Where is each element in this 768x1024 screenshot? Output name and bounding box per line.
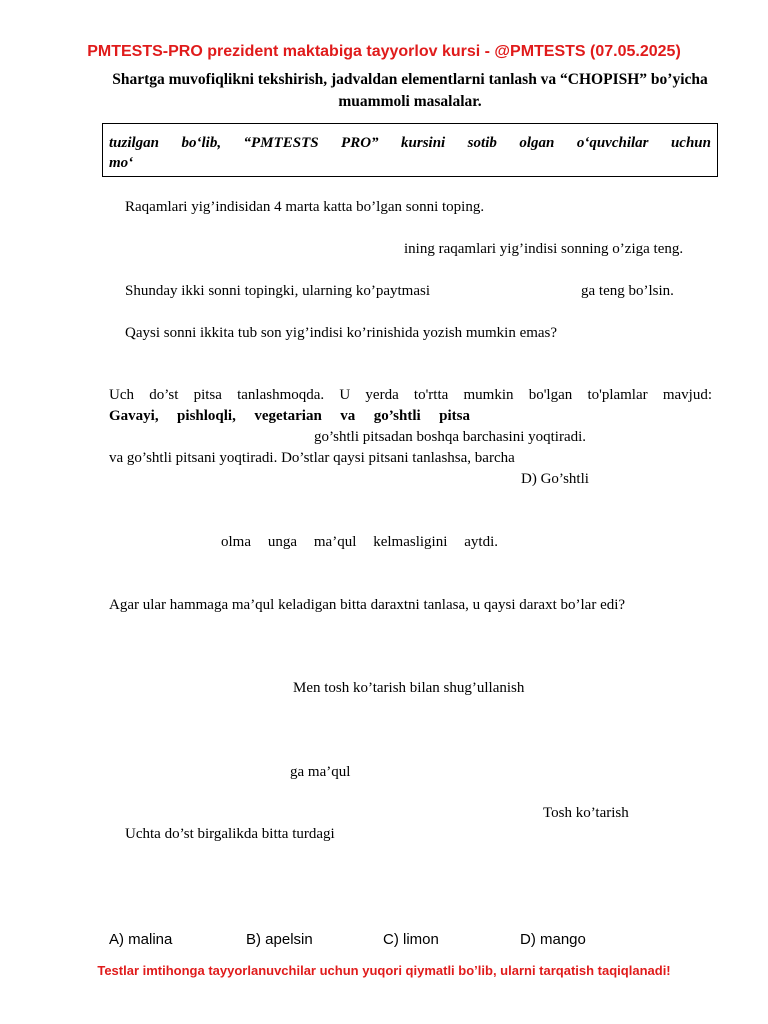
question-2-part-b: ga teng bo’lsin. bbox=[581, 283, 674, 299]
question-3: Qaysi sonni ikkita tub son yig’indisi ko’rinishida yozish mumkin emas? bbox=[125, 325, 558, 341]
tree-question: Agar ular hammaga ma’qul keladigan bitta daraxtni tanlasa, u qaysi daraxt bo’lar edi? bbox=[109, 597, 626, 613]
answer-a: A) malina bbox=[109, 931, 173, 948]
pizza-line-3: go’shtli pitsadan boshqa barchasini yoqtiradi. bbox=[314, 429, 587, 445]
page-title: PMTESTS-PRO prezident maktabiga tayyorlov kursi - @PMTESTS (07.05.2025) bbox=[87, 43, 681, 60]
gamaqul-line: ga ma’qul bbox=[290, 764, 351, 780]
notice-line-2: mo‘ bbox=[109, 155, 134, 171]
notice-box bbox=[102, 123, 718, 177]
pizza-option-d: D) Go’shtli bbox=[521, 471, 589, 487]
weightlifting-line: Men tosh ko’tarish bilan shug’ullanish bbox=[293, 680, 525, 696]
pizza-line-4: va go’shtli pitsani yoqtiradi. Do’stlar qaysi pitsani tanlashsa, barcha bbox=[109, 450, 515, 466]
pizza-intro: Uch do’st pitsa tanlashmoqda. U yerda to'rtta mumkin bo'lgan to'plamlar mavjud: bbox=[109, 387, 712, 403]
three-friends-line: Uchta do’st birgalikda bitta turdagi bbox=[125, 826, 335, 842]
footer-warning: Testlar imtihonga tayyorlanuvchilar uchun yuqori qiymatli bo’lib, ularni tarqatish taqiqlanadi! bbox=[97, 963, 671, 978]
olma-line: olma unga ma’qul kelmasligini aytdi. bbox=[221, 534, 498, 550]
notice-line-1: tuzilgan bo‘lib, “PMTESTS PRO” kursini sotib olgan o‘quvchilar uchun bbox=[109, 135, 711, 151]
page-subtitle: Shartga muvofiqlikni tekshirish, jadvaldan elementlarni tanlash va “CHOPISH” bo’yicha muammoli masalalar. bbox=[112, 71, 708, 110]
question-1: Raqamlari yig’indisidan 4 marta katta bo’lgan sonni toping. bbox=[125, 199, 485, 215]
answer-c: C) limon bbox=[383, 931, 439, 948]
pizza-options: Gavayi, pishloqli, vegetarian va go’shtli pitsa bbox=[109, 408, 470, 424]
tosh-line: Tosh ko’tarish bbox=[543, 805, 629, 821]
question-2-part-a: Shunday ikki sonni topingki, ularning ko’paytmasi bbox=[125, 283, 430, 299]
answer-b: B) apelsin bbox=[246, 931, 313, 948]
answer-d: D) mango bbox=[520, 931, 586, 948]
question-1-condition: ining raqamlari yig’indisi sonning o’ziga teng. bbox=[404, 241, 684, 257]
